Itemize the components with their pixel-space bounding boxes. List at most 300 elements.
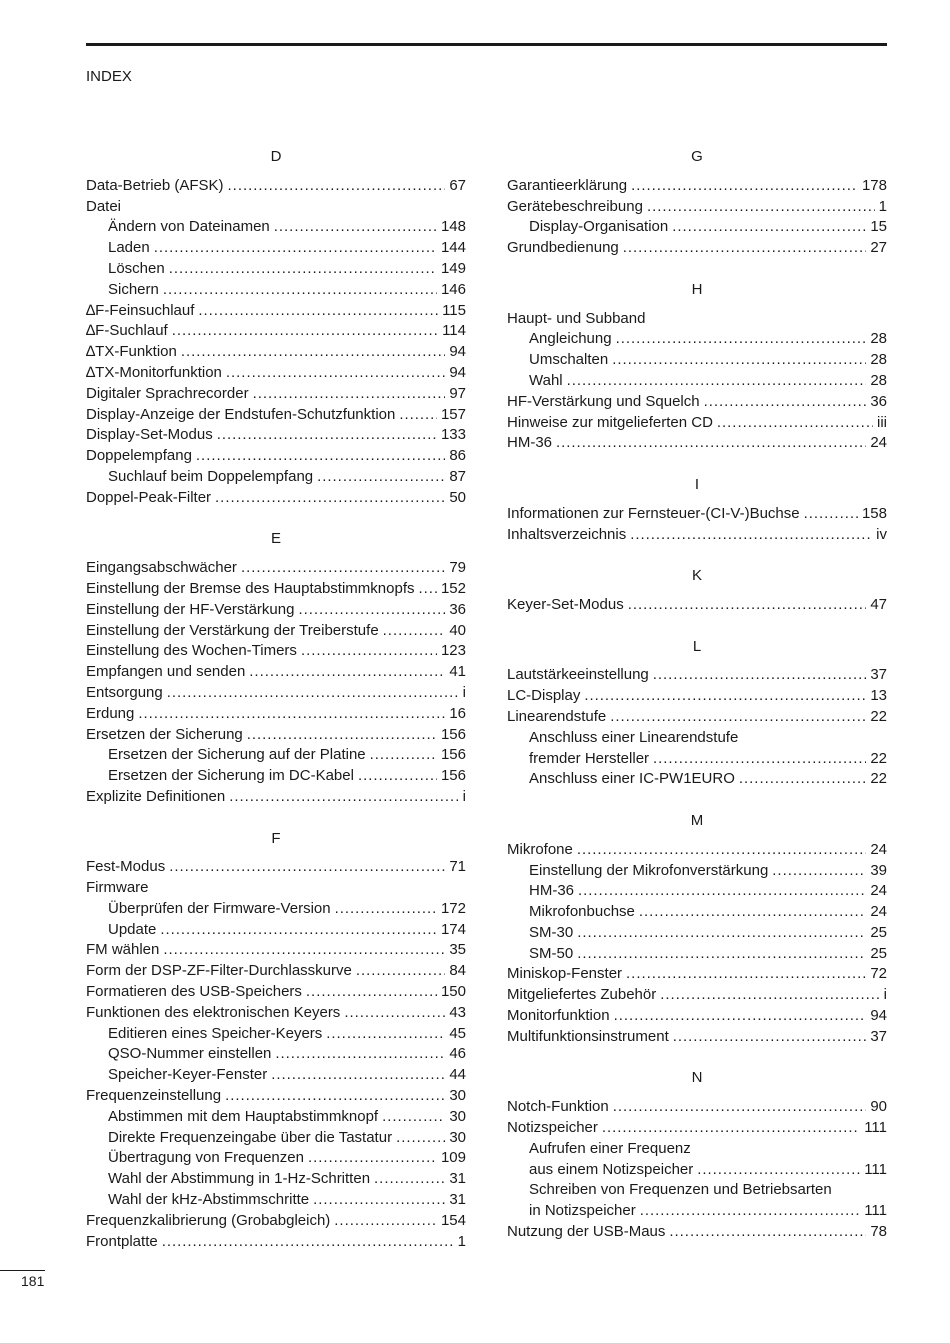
dot-leader: [274, 217, 437, 238]
entry-text: Frequenzkalibrierung (Grobabgleich): [86, 1211, 331, 1229]
entry-text: ∆F-Feinsuchlauf: [86, 301, 195, 319]
index-entry: [86, 683, 466, 704]
entry-page: 22: [870, 749, 887, 767]
dot-leader: [317, 467, 445, 488]
index-entry: [86, 641, 466, 662]
dot-leader: [673, 1027, 867, 1048]
dot-leader: [577, 923, 866, 944]
index-entry: [86, 1107, 466, 1128]
dot-leader: [697, 1160, 860, 1181]
section-letter: M: [690, 811, 704, 829]
index-entry: [507, 1097, 887, 1118]
index-entry: [507, 985, 887, 1006]
entry-page: 154: [440, 1211, 466, 1229]
index-entry: [507, 686, 887, 707]
entry-text: fremder Hersteller: [529, 749, 650, 767]
entry-text: in Notizspeicher: [529, 1202, 636, 1220]
index-entry: [86, 558, 466, 579]
dot-leader: [630, 525, 872, 546]
entry-text: Inhaltsverzeichnis: [507, 525, 627, 543]
entry-page: 156: [440, 746, 466, 764]
dot-leader: [356, 961, 445, 982]
entry-text: ∆F-Suchlauf: [86, 322, 168, 340]
dot-leader: [628, 595, 867, 616]
entry-page: 43: [449, 1003, 466, 1021]
entry-page: 71: [449, 858, 466, 876]
entry-page: 97: [449, 384, 466, 402]
index-entry: [507, 923, 887, 944]
dot-leader: [739, 769, 866, 790]
index-entry: [86, 1003, 466, 1024]
entry-page: 31: [449, 1191, 466, 1209]
entry-page: 178: [861, 176, 887, 194]
entry-page: 39: [870, 861, 887, 879]
entry-page: 22: [870, 707, 887, 725]
dot-leader: [335, 899, 437, 920]
index-entry: [507, 881, 887, 902]
entry-page: 72: [870, 965, 887, 983]
index-entry: [86, 384, 466, 405]
entry-text: Abstimmen mit dem Hauptabstimmknopf: [108, 1107, 379, 1125]
dot-leader: [138, 704, 445, 725]
dot-leader: [772, 861, 866, 882]
entry-text: ∆TX-Funktion: [86, 343, 177, 361]
index-entry: [86, 920, 466, 941]
section-letter: H: [691, 280, 703, 298]
entry-page: 45: [449, 1024, 466, 1042]
dot-leader: [640, 1201, 860, 1222]
entry-page: 25: [870, 944, 887, 962]
index-entry: [86, 321, 466, 342]
entry-text: Formatieren des USB-Speichers: [86, 983, 302, 1001]
entry-page: 94: [870, 1007, 887, 1025]
index-entry: [507, 707, 887, 728]
entry-page: 86: [449, 447, 466, 465]
index-entry: [86, 1065, 466, 1086]
dot-leader: [399, 405, 437, 426]
entry-text: Erdung: [86, 704, 135, 722]
dot-leader: [247, 725, 437, 746]
entry-text: Firmware: [86, 879, 149, 897]
entry-text: Digitaler Sprachrecorder: [86, 384, 249, 402]
index-entry: [86, 1211, 466, 1232]
entry-page: 1: [457, 1232, 466, 1250]
index-entry: [507, 665, 887, 686]
index-entry: [507, 309, 887, 330]
entry-page: 90: [870, 1098, 887, 1116]
dot-leader: [383, 621, 446, 642]
entry-page: 111: [864, 1160, 887, 1178]
dot-leader: [612, 350, 866, 371]
dot-leader: [217, 425, 437, 446]
entry-page: 37: [870, 666, 887, 684]
index-entry: [507, 1118, 887, 1139]
entry-page: 115: [442, 301, 466, 319]
dot-leader: [647, 197, 875, 218]
entry-text: Wahl der kHz-Abstimmschritte: [108, 1191, 310, 1209]
entry-page: 24: [870, 434, 887, 452]
dot-leader: [226, 363, 445, 384]
dot-leader: [271, 1065, 445, 1086]
index-entry: [507, 371, 887, 392]
dot-leader: [229, 787, 458, 808]
dot-leader: [181, 342, 445, 363]
dot-leader: [704, 392, 867, 413]
entry-page: 146: [440, 280, 466, 298]
index-entry: [86, 878, 466, 899]
dot-leader: [225, 1086, 445, 1107]
dot-leader: [616, 329, 867, 350]
entry-page: 30: [449, 1087, 466, 1105]
entry-page: 1: [878, 197, 887, 215]
entry-text: Editieren eines Speicher-Keyers: [108, 1024, 323, 1042]
index-entry: [507, 1139, 887, 1160]
entry-page: 37: [870, 1027, 887, 1045]
entry-text: Schreiben von Frequenzen und Betriebsarten: [529, 1181, 832, 1199]
index-entry: [86, 176, 466, 197]
section-letter: N: [691, 1069, 703, 1087]
index-section-h: [507, 280, 887, 454]
entry-text: Frontplatte: [86, 1232, 158, 1250]
index-entry: [86, 787, 466, 808]
entry-text: Speicher-Keyer-Fenster: [108, 1066, 268, 1084]
dot-leader: [198, 301, 438, 322]
index-entry: [86, 961, 466, 982]
index-section-l: [507, 637, 887, 791]
entry-text: Gerätebeschreibung: [507, 197, 643, 215]
entry-text: Hinweise zur mitgelieferten CD: [507, 413, 713, 431]
entry-page: 24: [870, 903, 887, 921]
entry-text: Einstellung der HF-Verstärkung: [86, 600, 295, 618]
index-section-k: [507, 566, 887, 616]
index-entry: [507, 749, 887, 770]
index-entry: [507, 433, 887, 454]
index-entry: [507, 769, 887, 790]
entry-text: Notizspeicher: [507, 1119, 598, 1137]
entry-text: HM-36: [507, 434, 553, 452]
index-entry: [86, 1086, 466, 1107]
index-entry: [507, 525, 887, 546]
index-entry: [507, 197, 887, 218]
index-entry: [86, 982, 466, 1003]
entry-page: 123: [440, 642, 466, 660]
index-entry: [507, 238, 887, 259]
index-entry: [86, 1148, 466, 1169]
entry-text: Mitgeliefertes Zubehör: [507, 986, 657, 1004]
dot-leader: [669, 1222, 866, 1243]
dot-leader: [370, 745, 437, 766]
entry-text: Monitorfunktion: [507, 1007, 610, 1025]
entry-page: 35: [449, 941, 466, 959]
index-entry: [507, 728, 887, 749]
page-header: INDEX: [86, 68, 132, 85]
entry-text: Einstellung der Mikrofonverstärkung: [529, 861, 769, 879]
index-entry: [86, 1024, 466, 1045]
index-entry: [86, 1190, 466, 1211]
entry-text: Einstellung des Wochen-Timers: [86, 642, 297, 660]
entry-text: LC-Display: [507, 687, 581, 705]
index-section-n: [507, 1068, 887, 1242]
index-entry: [86, 1169, 466, 1190]
index-entry: [507, 1006, 887, 1027]
page-number: 181: [21, 1273, 45, 1289]
entry-page: 114: [442, 322, 466, 340]
entry-page: 133: [440, 426, 466, 444]
entry-page: 30: [449, 1107, 466, 1125]
entry-text: Keyer-Set-Modus: [507, 595, 624, 613]
index-entry: [507, 350, 887, 371]
entry-text: Umschalten: [529, 351, 609, 369]
index-entry: [507, 1222, 887, 1243]
index-entry: [507, 217, 887, 238]
entry-page: 156: [440, 725, 466, 743]
header-rule: [86, 43, 887, 46]
dot-leader: [334, 1211, 437, 1232]
entry-page: 27: [870, 239, 887, 257]
entry-text: SM-50: [529, 944, 574, 962]
entry-text: Wahl der Abstimmung in 1-Hz-Schritten: [108, 1170, 371, 1188]
dot-leader: [275, 1044, 445, 1065]
entry-text: Data-Betrieb (AFSK): [86, 176, 224, 194]
entry-text: Eingangsabschwächer: [86, 559, 237, 577]
entry-text: Übertragung von Frequenzen: [108, 1149, 304, 1167]
index-section-m: [507, 811, 887, 1048]
entry-page: 84: [449, 962, 466, 980]
entry-page: 156: [440, 767, 466, 785]
dot-leader: [154, 238, 437, 259]
dot-leader: [623, 238, 867, 259]
index-entry: [86, 704, 466, 725]
dot-leader: [653, 749, 866, 770]
entry-text: Lautstärkeeinstellung: [507, 666, 649, 684]
index-entry: [86, 600, 466, 621]
entry-page: 40: [449, 621, 466, 639]
index-entry: [86, 259, 466, 280]
dot-leader: [610, 707, 866, 728]
dot-leader: [167, 683, 459, 704]
index-entry: [86, 579, 466, 600]
dot-leader: [313, 1190, 445, 1211]
index-entry: [86, 488, 466, 509]
dot-leader: [241, 558, 445, 579]
entry-text: Mikrofonbuchse: [529, 903, 635, 921]
index-section-i: [507, 475, 887, 545]
entry-text: Ersetzen der Sicherung auf der Platine: [108, 746, 366, 764]
entry-text: Datei: [86, 197, 122, 215]
entry-text: Doppel-Peak-Filter: [86, 488, 212, 506]
entry-page: 50: [449, 488, 466, 506]
dot-leader: [639, 902, 866, 923]
entry-page: 79: [449, 559, 466, 577]
dot-leader: [804, 504, 858, 525]
entry-text: Form der DSP-ZF-Filter-Durchlasskurve: [86, 962, 352, 980]
entry-text: Notch-Funktion: [507, 1098, 609, 1116]
entry-text: Wahl: [529, 371, 563, 389]
entry-text: Aufrufen einer Frequenz: [529, 1139, 691, 1157]
dot-leader: [163, 940, 445, 961]
entry-text: Fest-Modus: [86, 858, 166, 876]
dot-leader: [717, 413, 873, 434]
entry-text: Miniskop-Fenster: [507, 965, 623, 983]
entry-text: Ersetzen der Sicherung im DC-Kabel: [108, 767, 354, 785]
entry-text: Angleichung: [529, 330, 612, 348]
dot-leader: [215, 488, 445, 509]
dot-leader: [196, 446, 445, 467]
entry-page: 94: [449, 363, 466, 381]
entry-page: 16: [449, 704, 466, 722]
dot-leader: [577, 840, 866, 861]
entry-text: Anschluss einer IC-PW1EURO: [529, 770, 735, 788]
entry-text: Display-Anzeige der Endstufen-Schutzfunktion: [86, 405, 396, 423]
index-entry: [86, 197, 466, 218]
entry-page: 30: [449, 1128, 466, 1146]
entry-text: Multifunktionsinstrument: [507, 1027, 669, 1045]
index-section-g: [507, 147, 887, 259]
entry-text: ∆TX-Monitorfunktion: [86, 363, 222, 381]
entry-text: Doppelempfang: [86, 447, 192, 465]
index-entry: [86, 217, 466, 238]
index-entry: [86, 1128, 466, 1149]
entry-text: FM wählen: [86, 941, 160, 959]
dot-leader: [567, 371, 867, 392]
dot-leader: [626, 964, 866, 985]
entry-text: Informationen zur Fernsteuer-(CI-V-)Buchse: [507, 504, 800, 522]
entry-page: 157: [440, 405, 466, 423]
section-letter: I: [694, 475, 700, 493]
index-entry: [507, 1180, 887, 1201]
index-entry: [86, 857, 466, 878]
dot-leader: [326, 1024, 445, 1045]
dot-leader: [163, 280, 437, 301]
entry-page: 78: [870, 1223, 887, 1241]
dot-leader: [308, 1148, 437, 1169]
entry-page: 150: [440, 983, 466, 1001]
entry-page: 158: [861, 504, 887, 522]
index-entry: [507, 964, 887, 985]
entry-text: Sichern: [108, 280, 159, 298]
dot-leader: [396, 1128, 445, 1149]
section-letter: F: [271, 829, 281, 847]
dot-leader: [602, 1118, 860, 1139]
dot-leader: [344, 1003, 445, 1024]
dot-leader: [172, 321, 438, 342]
entry-page: 109: [440, 1149, 466, 1167]
entry-page: 172: [440, 899, 466, 917]
entry-text: Haupt- und Subband: [507, 309, 646, 327]
dot-leader: [578, 881, 866, 902]
index-entry: [507, 595, 887, 616]
index-section-f: [86, 829, 466, 1253]
entry-text: Einstellung der Bremse des Hauptabstimmknopfs: [86, 579, 415, 597]
dot-leader: [577, 944, 866, 965]
entry-page: 28: [870, 351, 887, 369]
entry-text: Laden: [108, 239, 150, 257]
dot-leader: [631, 176, 858, 197]
dot-leader: [253, 384, 446, 405]
index-entry: [507, 840, 887, 861]
dot-leader: [374, 1169, 445, 1190]
entry-text: aus einem Notizspeicher: [529, 1160, 694, 1178]
entry-text: HM-36: [529, 882, 575, 900]
entry-page: 149: [440, 259, 466, 277]
entry-page: 28: [870, 371, 887, 389]
index-entry: [86, 446, 466, 467]
section-letter: E: [270, 530, 281, 548]
index-section-e: [86, 529, 466, 807]
entry-page: 144: [440, 239, 466, 257]
entry-text: Update: [108, 920, 157, 938]
index-entry: [507, 1160, 887, 1181]
dot-leader: [613, 1097, 867, 1118]
dot-leader: [382, 1107, 445, 1128]
page-number-rule: [0, 1270, 45, 1271]
entry-page: 174: [440, 920, 466, 938]
entry-text: Direkte Frequenzeingabe über die Tastatur: [108, 1128, 393, 1146]
dot-leader: [306, 982, 437, 1003]
entry-page: 24: [870, 840, 887, 858]
index-entry: [86, 363, 466, 384]
dot-leader: [228, 176, 446, 197]
entry-page: 67: [449, 176, 466, 194]
dot-leader: [160, 920, 437, 941]
dot-leader: [169, 259, 437, 280]
entry-text: Garantieerklärung: [507, 176, 628, 194]
entry-text: Ersetzen der Sicherung: [86, 725, 243, 743]
entry-page: 46: [449, 1045, 466, 1063]
entry-text: Display-Set-Modus: [86, 426, 213, 444]
dot-leader: [419, 579, 437, 600]
dot-leader: [162, 1232, 454, 1253]
entry-page: 28: [870, 330, 887, 348]
dot-leader: [653, 665, 867, 686]
index-entry: [86, 405, 466, 426]
index-entry: [86, 662, 466, 683]
index-entry: [507, 861, 887, 882]
dot-leader: [556, 433, 866, 454]
entry-page: 41: [449, 663, 466, 681]
entry-page: 13: [870, 687, 887, 705]
index-entry: [507, 504, 887, 525]
index-entry: [507, 413, 887, 434]
index-entry: [86, 425, 466, 446]
dot-leader: [301, 641, 437, 662]
entry-page: 152: [440, 579, 466, 597]
entry-page: 47: [870, 595, 887, 613]
section-letter: L: [692, 637, 702, 655]
entry-page: i: [462, 683, 466, 701]
index-entry: [507, 176, 887, 197]
dot-leader: [169, 857, 445, 878]
index-entry: [86, 1232, 466, 1253]
entry-page: 111: [864, 1202, 887, 1220]
entry-text: Nutzung der USB-Maus: [507, 1223, 666, 1241]
dot-leader: [584, 686, 866, 707]
entry-text: Entsorgung: [86, 683, 163, 701]
entry-text: SM-30: [529, 923, 574, 941]
entry-page: 111: [864, 1119, 887, 1137]
entry-page: 148: [440, 218, 466, 236]
index-entry: [86, 238, 466, 259]
entry-page: 87: [449, 467, 466, 485]
index-entry: [86, 725, 466, 746]
entry-page: 36: [449, 600, 466, 618]
index-entry: [86, 940, 466, 961]
entry-text: Mikrofone: [507, 840, 573, 858]
index-entry: [86, 766, 466, 787]
index-entry: [86, 1044, 466, 1065]
entry-text: Frequenzeinstellung: [86, 1087, 222, 1105]
entry-text: Überprüfen der Firmware-Version: [108, 899, 331, 917]
